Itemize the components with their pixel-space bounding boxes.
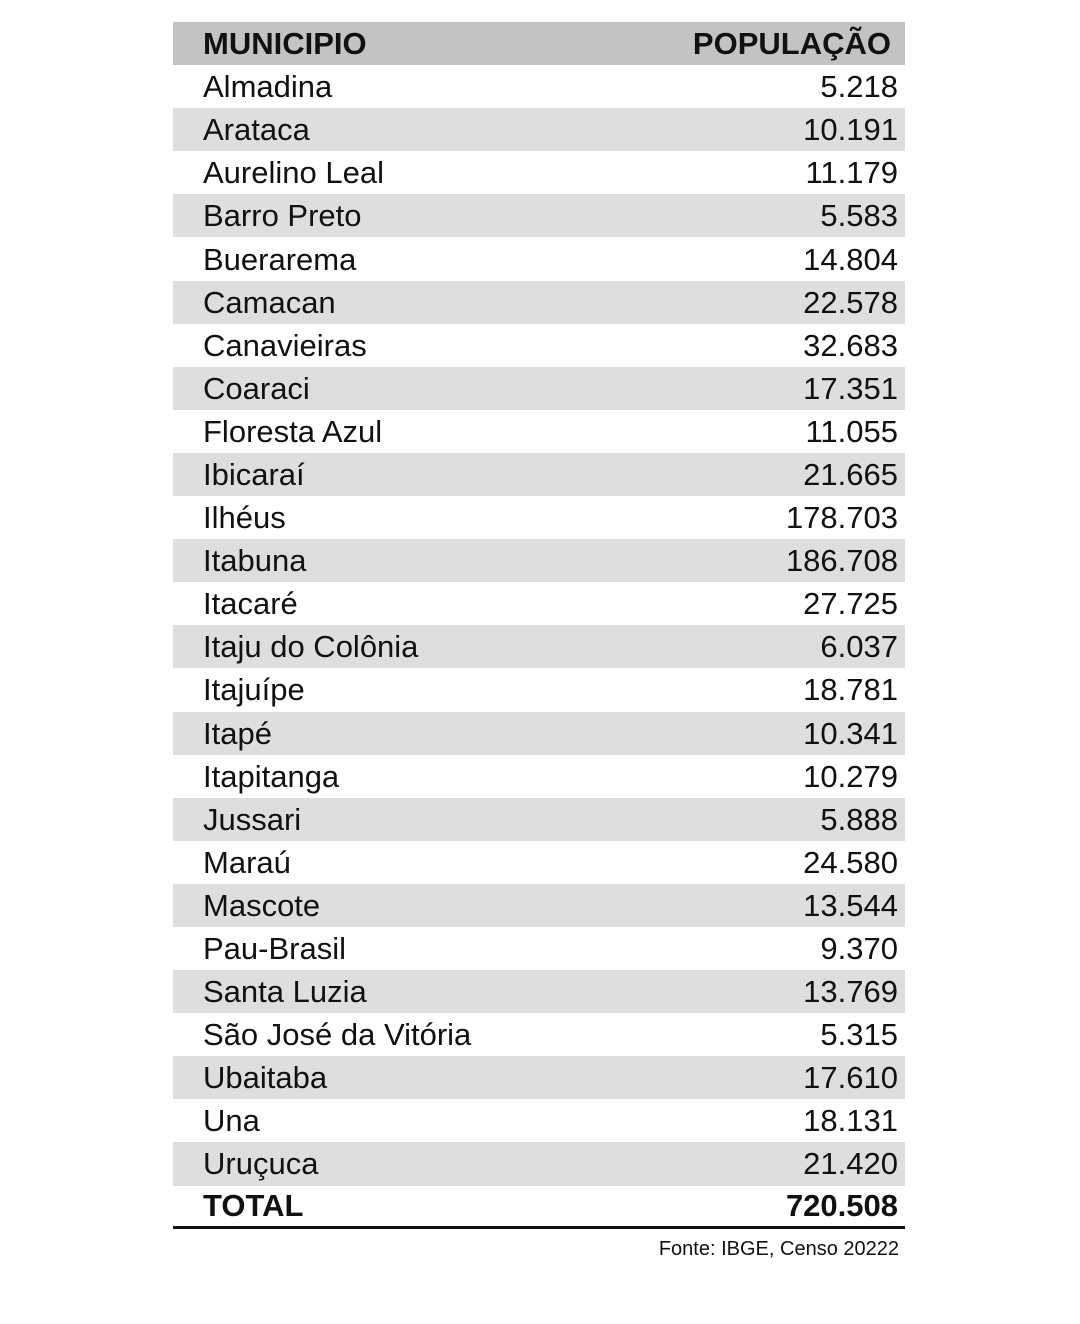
municipality-cell: Itajuípe: [203, 672, 305, 708]
table-row: [173, 367, 905, 410]
population-cell: 22.578: [803, 284, 898, 320]
population-cell: 5.583: [820, 198, 898, 234]
population-cell: 13.769: [803, 974, 898, 1010]
table-row: [173, 1013, 905, 1056]
population-cell: 21.420: [803, 1146, 898, 1182]
table-row: [173, 582, 905, 625]
municipality-cell: Itaju do Colônia: [203, 629, 419, 665]
table-row: [173, 755, 905, 798]
header-municipality: MUNICIPIO: [203, 26, 367, 62]
total-value: 720.508: [785, 1188, 898, 1224]
population-cell: 5.888: [820, 801, 898, 837]
population-cell: 21.665: [803, 456, 898, 492]
table-row: [173, 625, 905, 668]
population-cell: 18.781: [803, 672, 898, 708]
population-cell: 24.580: [803, 844, 898, 880]
population-cell: 11.055: [805, 413, 898, 449]
table-row: [173, 237, 905, 280]
table-row: [173, 1056, 905, 1099]
population-cell: 17.351: [803, 370, 898, 406]
table-row: [173, 65, 905, 108]
table-row: [173, 324, 905, 367]
population-cell: 5.218: [820, 69, 898, 105]
municipality-cell: Una: [203, 1103, 260, 1139]
population-cell: 178.703: [785, 500, 898, 536]
population-cell: 17.610: [803, 1060, 898, 1096]
municipality-cell: Ilhéus: [203, 500, 286, 536]
municipality-cell: Itapé: [203, 715, 272, 751]
table-header: [173, 22, 905, 65]
table-row: [173, 927, 905, 970]
population-cell: 10.191: [803, 112, 898, 148]
population-cell: 9.370: [820, 931, 898, 967]
table-row: [173, 410, 905, 453]
total-row: [173, 1186, 905, 1229]
population-cell: 27.725: [803, 586, 898, 622]
table-row: [173, 453, 905, 496]
table-row: [173, 712, 905, 755]
table-row: [173, 884, 905, 927]
population-cell: 5.315: [820, 1017, 898, 1053]
population-cell: 10.341: [803, 715, 898, 751]
municipality-cell: Itapitanga: [203, 758, 340, 794]
municipality-cell: Jussari: [203, 801, 302, 837]
municipality-cell: Santa Luzia: [203, 974, 367, 1010]
municipality-cell: São José da Vitória: [203, 1017, 472, 1053]
table-row: [173, 970, 905, 1013]
municipality-cell: Buerarema: [203, 241, 357, 277]
table-row: [173, 798, 905, 841]
municipality-cell: Aurelino Leal: [203, 155, 384, 191]
table-row: [173, 108, 905, 151]
population-cell: 11.179: [805, 155, 898, 191]
header-population: POPULAÇÃO: [692, 26, 891, 62]
population-cell: 10.279: [803, 758, 898, 794]
population-cell: 6.037: [820, 629, 898, 665]
table-row: [173, 151, 905, 194]
municipality-cell: Floresta Azul: [203, 413, 383, 449]
municipality-cell: Barro Preto: [203, 198, 362, 234]
municipality-cell: Camacan: [203, 284, 336, 320]
municipality-cell: Mascote: [203, 887, 321, 923]
population-cell: 186.708: [785, 543, 898, 579]
table-row: [173, 1142, 905, 1185]
table-row: [173, 841, 905, 884]
municipality-cell: Uruçuca: [203, 1146, 319, 1182]
municipality-cell: Maraú: [203, 844, 291, 880]
municipality-cell: Coaraci: [203, 370, 310, 406]
table-row: [173, 281, 905, 324]
table-row: [173, 1099, 905, 1142]
table-row: [173, 539, 905, 582]
municipality-cell: Pau-Brasil: [203, 931, 346, 967]
municipality-cell: Arataca: [203, 112, 310, 148]
municipality-cell: Ibicaraí: [203, 456, 305, 492]
table-row: [173, 194, 905, 237]
population-table: [173, 22, 905, 1229]
municipality-cell: Canavieiras: [203, 327, 367, 363]
total-label: TOTAL: [203, 1188, 304, 1224]
source-note: Fonte: IBGE, Censo 20222: [658, 1238, 899, 1260]
municipality-cell: Itacaré: [203, 586, 298, 622]
municipality-cell: Ubaitaba: [203, 1060, 328, 1096]
municipality-cell: Itabuna: [203, 543, 307, 579]
municipality-cell: Almadina: [203, 69, 333, 105]
population-cell: 14.804: [803, 241, 898, 277]
table-row: [173, 496, 905, 539]
table-row: [173, 668, 905, 711]
population-cell: 18.131: [803, 1103, 898, 1139]
population-cell: 13.544: [803, 887, 898, 923]
population-cell: 32.683: [803, 327, 898, 363]
